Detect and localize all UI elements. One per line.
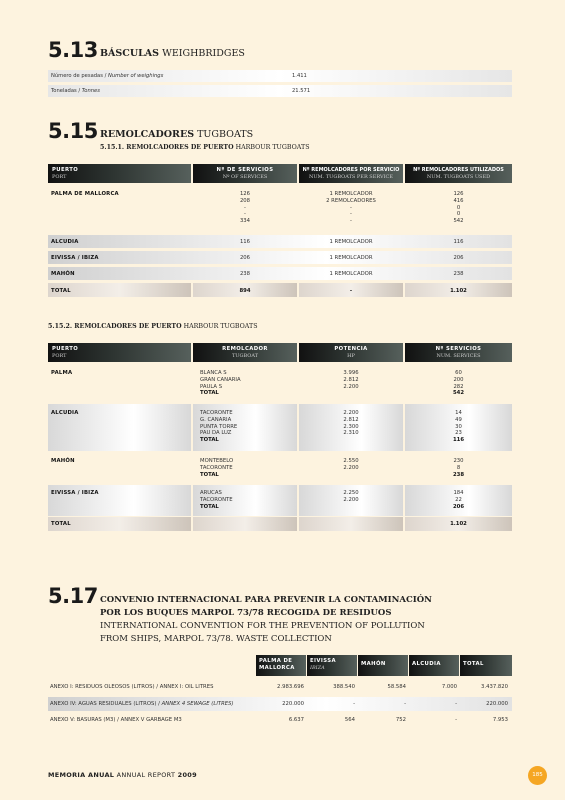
- t1-ibiza-tugs: 1 REMOLCADOR: [329, 255, 373, 261]
- t2-palma-power: 3.996 2.812 2.200: [343, 370, 359, 390]
- t2-header-services: Nº SERVICIOS NUM. SERVICES: [405, 343, 512, 362]
- t3-oil-total: 3.437.820: [481, 684, 508, 690]
- t3-garbage-alcudia: -: [455, 717, 457, 723]
- weighings-row: Número de pesadas / Number of weighings 1.411: [48, 70, 512, 82]
- t3-garbage-palma: 6.637: [288, 717, 304, 723]
- t3-header-palma: PALMA DE MALLORCA: [256, 655, 306, 676]
- t2-alcudia-power: 2.200 2.812 2.300 2.310: [343, 410, 359, 437]
- t2-total-bg-3: [299, 517, 403, 531]
- t2-header-tugboat: REMOLCADOR TUGBOAT: [193, 343, 297, 362]
- section-number-517: 5.17: [48, 584, 98, 608]
- t2-mahon-services: 230 8 238: [452, 458, 465, 478]
- t2-port-ibiza: EIVISSA / IBIZA: [51, 490, 99, 496]
- t3-oil-alcudia: 7.000: [441, 684, 457, 690]
- t1-mahon-tugs: 1 REMOLCADOR: [329, 271, 373, 277]
- t1-alcudia-services: 116: [239, 239, 251, 245]
- t3-oil-mahon: 58.584: [387, 684, 406, 690]
- t1-header-tugs-used: Nº REMOLCADORES UTILIZADOS NUM. TUGBOATS USED: [405, 164, 512, 183]
- subsection-title-5152: 5.15.2. REMOLCADORES DE PUERTO HARBOUR TUGBOATS: [48, 323, 258, 330]
- t1-alcudia-used: 116: [453, 239, 464, 245]
- t1-port-mahon: MAHÓN: [51, 271, 75, 277]
- t3-row-garbage-label: ANEXO V: BASURAS (M3) / ANNEX V GARBAGE M3: [50, 717, 182, 723]
- t2-palma-tugs: BLANCA S GRAN CANARIA PAULA S TOTAL: [200, 370, 241, 397]
- page-number-badge: 185: [528, 766, 547, 785]
- t3-header-mahon: MAHÓN: [358, 655, 408, 676]
- t2-total-bg-2: [193, 517, 297, 531]
- section-title-515: REMOLCADORES TUGBOATS: [100, 129, 254, 140]
- t2-total-label: TOTAL: [51, 521, 71, 527]
- t2-alcudia-services: 14 49 30 23 116: [452, 410, 465, 444]
- t3-row-oil-label: ANEXO I: RESIDUOS OLEOSOS (LITROS) / ANNEX I: OIL LITRES: [50, 684, 214, 690]
- t1-header-port: PUERTO PORT: [48, 164, 191, 183]
- t1-port-alcudia: ALCUDIA: [51, 239, 79, 245]
- t2-ibiza-power: 2.250 2.200: [343, 490, 359, 503]
- t1-header-tugs-per-service: Nº REMOLCADORES POR SERVICIO NUM. TUGBOATS PER SERVICE: [299, 164, 403, 183]
- t2-ibiza-tugs: ARUCAS TACORONTE TOTAL: [200, 490, 233, 510]
- t2-mahon-power: 2.550 2.200: [343, 458, 359, 471]
- t3-sewage-total: 220.000: [486, 701, 508, 707]
- t3-header-alcudia: ALCUDIA: [409, 655, 459, 676]
- t1-palma-services: 126 208 - - 334: [239, 191, 251, 225]
- tonnes-row: Toneladas / Tonnes 21.571: [48, 85, 512, 97]
- t1-header-services: Nº DE SERVICIOS Nº OF SERVICES: [193, 164, 297, 183]
- t1-mahon-services: 238: [239, 271, 251, 277]
- t2-total-value: 1.102: [450, 521, 467, 527]
- t1-port-palma: PALMA DE MALLORCA: [51, 191, 119, 197]
- t2-port-alcudia: ALCUDIA: [51, 410, 79, 416]
- t2-palma-services: 60 200 282 542: [452, 370, 465, 397]
- t2-port-palma: PALMA: [51, 370, 73, 376]
- section-number-515: 5.15: [48, 119, 98, 143]
- t3-header-ibiza: EIVISSA IBIZA: [307, 655, 357, 676]
- t3-garbage-ibiza: 564: [344, 717, 355, 723]
- t3-garbage-total: 7.953: [492, 717, 508, 723]
- section-title-517: CONVENIO INTERNACIONAL PARA PREVENIR LA CONTAMINACIÓN POR LOS BUQUES MARPOL 73/78 RECOGIDA DE RESIDUOS INTERNATIONAL CONVENTION FOR THE PREVENTION OF POLLUTION FROM SHIPS, MARPOL 73/78. WASTE COLLECTION: [100, 595, 432, 644]
- t3-sewage-alcudia: -: [455, 701, 457, 707]
- t2-header-power: POTENCIA HP: [299, 343, 403, 362]
- t1-total-label: TOTAL: [51, 288, 71, 294]
- section-number-513: 5.13: [48, 38, 98, 62]
- section-title-513: BÁSCULAS WEIGHBRIDGES: [100, 48, 245, 59]
- subsection-title-5151: 5.15.1. REMOLCADORES DE PUERTO HARBOUR TUGBOATS: [100, 144, 310, 151]
- t2-alcudia-tugs: TACORONTE G. CANARIA PUNTA TORRE PAU DA LUZ TOTAL: [200, 410, 238, 444]
- t3-garbage-mahon: 752: [395, 717, 406, 723]
- t2-mahon-tugs: MONTEBELO TACORONTE TOTAL: [200, 458, 234, 478]
- t3-sewage-palma: 220.000: [282, 701, 304, 707]
- footer-report-title: MEMORIA ANUAL ANNUAL REPORT 2009: [48, 771, 197, 779]
- t1-total-tugs: -: [349, 288, 353, 294]
- t3-row-sewage-label: ANEXO IV: AGUAS RESIDUALES (LITROS) / ANNEX 4 SEWAGE (LITRES): [50, 701, 234, 707]
- t2-header-port: PUERTO PORT: [48, 343, 191, 362]
- t1-palma-tugs: 1 REMOLCADOR 2 REMOLCADORES - - -: [326, 191, 376, 225]
- t2-ibiza-services: 184 22 206: [452, 490, 465, 510]
- t1-palma-used: 126 416 0 0 542: [453, 191, 464, 225]
- t1-port-ibiza: EIVISSA / IBIZA: [51, 255, 99, 261]
- t1-ibiza-services: 206: [239, 255, 251, 261]
- t1-ibiza-used: 206: [453, 255, 464, 261]
- t1-total-services: 894: [239, 288, 251, 294]
- t2-port-mahon: MAHÓN: [51, 458, 75, 464]
- t3-oil-ibiza: 388.540: [333, 684, 355, 690]
- t1-total-used: 1.102: [450, 288, 467, 294]
- t3-oil-palma: 2.983.696: [277, 684, 304, 690]
- t1-alcudia-tugs: 1 REMOLCADOR: [329, 239, 373, 245]
- t3-sewage-ibiza: -: [353, 701, 355, 707]
- t3-sewage-mahon: -: [404, 701, 406, 707]
- t3-header-total: TOTAL: [460, 655, 512, 676]
- t1-mahon-used: 238: [453, 271, 464, 277]
